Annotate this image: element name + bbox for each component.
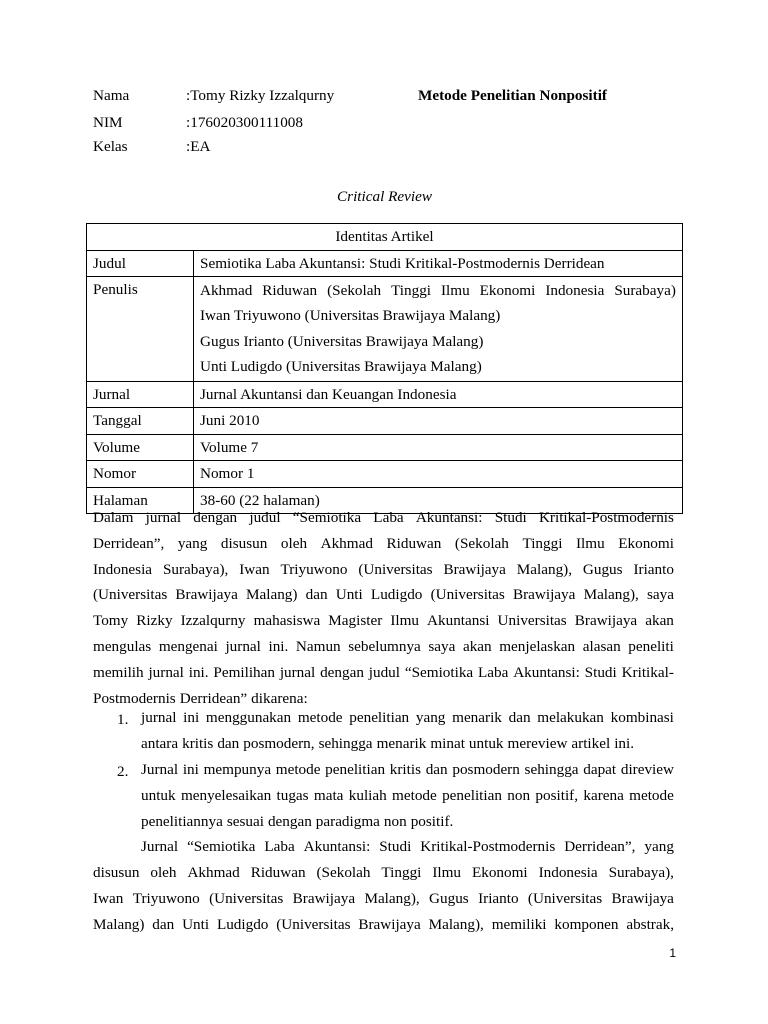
word: metode: [275, 761, 321, 778]
body-paragraph-2-first: [141, 834, 674, 860]
word: mereview: [507, 734, 568, 752]
table-caption: Identitas Artikel: [87, 224, 683, 251]
word: Jurnal: [141, 838, 179, 855]
word: mempunya: [203, 761, 272, 778]
word: (Sekolah: [316, 864, 371, 881]
word: metode: [297, 709, 343, 726]
penulis-item: Unti Ludigdo (Universitas Brawijaya Malang): [200, 358, 482, 376]
word: Riduwan: [262, 282, 318, 299]
word: sehingga: [524, 761, 579, 778]
word: menyelesaikan: [180, 786, 272, 804]
penulis-item: [200, 278, 676, 303]
word: “Semiotika: [187, 838, 256, 855]
paragraph-line: [93, 531, 674, 557]
paragraph-line: [93, 582, 674, 608]
row-label: Penulis: [87, 277, 194, 382]
word: Indonesia: [93, 560, 153, 578]
word: jurnal: [141, 709, 177, 726]
word: untuk: [468, 734, 504, 752]
list-item-2: [141, 757, 674, 834]
body-paragraph-1: [93, 505, 674, 711]
word: oleh: [150, 864, 177, 881]
row-label: Halaman: [87, 487, 194, 514]
word: antara: [141, 734, 179, 752]
word: Ilmu: [576, 534, 605, 552]
penulis-item: Gugus Irianto (Universitas Brawijaya Malang): [200, 332, 484, 350]
word: peneliti: [628, 637, 674, 655]
word: mengenai: [158, 637, 218, 655]
row-label: Judul: [87, 250, 194, 277]
word: Postmodernis: [93, 689, 176, 707]
word: judul: [249, 509, 281, 526]
word: kombinasi: [610, 709, 674, 726]
word: Namun: [295, 637, 341, 655]
word: Iwan: [93, 889, 124, 907]
word: Akhmad: [200, 282, 253, 299]
word: (Universitas: [358, 560, 433, 578]
word: Brawijaya: [443, 560, 506, 578]
word: dikarena:: [251, 689, 308, 707]
word: mata: [313, 786, 344, 804]
word: akan: [462, 637, 492, 655]
course-title: Metode Penelitian Nonpositif: [418, 87, 607, 104]
paragraph-line: [93, 886, 674, 912]
word: Unti: [335, 586, 363, 604]
word: dan: [305, 586, 328, 604]
word: Studi: [584, 663, 617, 681]
word: saya: [646, 586, 674, 604]
word: “Semiotika: [404, 663, 474, 681]
word: Triyuwono: [132, 889, 200, 907]
word: dan: [152, 915, 175, 933]
word: dengan: [193, 509, 238, 526]
word: Iwan: [239, 560, 270, 578]
word: memiliki: [491, 915, 547, 933]
word: “Semiotika: [292, 509, 362, 526]
paragraph-line: [141, 731, 674, 757]
word: Ilmu: [390, 612, 419, 630]
word: Magister: [328, 612, 383, 630]
word: Kritikal-Postmodernis: [420, 838, 556, 855]
word: Malang): [93, 915, 145, 933]
word: sebelumnya: [348, 637, 421, 655]
word: (Universitas: [527, 889, 603, 907]
word: Dalam: [93, 509, 134, 526]
word: Jurnal: [141, 761, 179, 778]
paragraph-line: [93, 557, 674, 583]
word: Akhmad: [320, 534, 373, 552]
nama-label: Nama: [93, 87, 130, 104]
word: non: [383, 812, 407, 830]
word: Ilmu: [432, 864, 462, 881]
word: Studi: [494, 509, 527, 526]
row-value: Semiotika Laba Akuntansi: Studi Kritikal-Postmodernis Derridean: [194, 250, 683, 277]
body-paragraph-2: [93, 860, 674, 937]
word: Indonesia: [545, 282, 605, 299]
word: (Sekolah: [454, 534, 509, 552]
word: melakukan: [537, 709, 604, 726]
word: menjelaskan: [499, 637, 576, 655]
word: Rizky: [136, 612, 173, 630]
word: dengan: [267, 812, 312, 830]
word: Surabaya),: [608, 864, 674, 881]
word: Surabaya),: [162, 560, 229, 578]
word: (Universitas: [209, 889, 284, 907]
word: Brawijaya: [512, 586, 576, 604]
word: Malang),: [364, 889, 420, 907]
word: Malang),: [583, 586, 639, 604]
word: positif.: [410, 812, 454, 830]
word: menarik: [452, 709, 502, 726]
word: Laba: [478, 663, 509, 681]
word: Akuntansi: [427, 612, 490, 630]
word: kritis: [182, 734, 214, 752]
page-number: 1: [669, 946, 676, 960]
word: posmodern,: [243, 734, 315, 752]
word: Kritikal-: [621, 663, 674, 681]
word: jurnal: [145, 509, 182, 526]
word: untuk: [141, 786, 176, 804]
word: judul: [368, 663, 400, 681]
word: penelitiannya: [141, 812, 223, 830]
word: dapat: [583, 761, 617, 778]
penulis-list: [194, 277, 683, 382]
paragraph-line: [93, 912, 674, 938]
row-value: Juni 2010: [194, 408, 683, 435]
nama-value: :Tomy Rizky Izzalqurny: [186, 87, 335, 104]
word: ini.: [188, 663, 209, 681]
word: jurnal: [225, 637, 261, 655]
word: kuliah: [348, 786, 387, 804]
penulis-item: Iwan Triyuwono (Universitas Brawijaya Malang): [200, 307, 501, 325]
word: yang: [644, 838, 674, 855]
word: memilih: [93, 663, 144, 681]
table-row: [87, 461, 683, 488]
paragraph-line: [141, 757, 674, 783]
word: Riduwan: [250, 864, 306, 881]
word: Brawijaya: [175, 586, 238, 604]
word: Malang): [246, 586, 298, 604]
word: Laba: [264, 838, 295, 855]
word: Gugus: [582, 560, 623, 578]
word: dengan: [320, 663, 364, 681]
word: yang: [415, 709, 446, 726]
word: akan: [645, 612, 674, 630]
word: paradigma: [315, 812, 380, 830]
word: kritis: [389, 761, 421, 778]
word: karena: [583, 786, 624, 804]
word: penelitian: [442, 786, 502, 804]
paragraph-line: [93, 608, 674, 634]
paragraph-line: [141, 809, 674, 835]
word: Derridean”: [179, 689, 248, 707]
word: metode: [392, 786, 437, 804]
row-label: Nomor: [87, 461, 194, 488]
word: (Sekolah: [327, 282, 382, 299]
table-row: [87, 408, 683, 435]
word: Ekonomi: [479, 282, 536, 299]
word: Ludigdo: [370, 586, 423, 604]
paragraph-line: [141, 783, 674, 809]
word: Ilmu: [441, 282, 470, 299]
word: Derridean”,: [564, 838, 636, 855]
word: Akuntansi:: [513, 663, 580, 681]
table-row: [87, 434, 683, 461]
word: Derridean”,: [93, 534, 165, 552]
row-label: Volume: [87, 434, 194, 461]
table-row-penulis: [87, 277, 683, 382]
word: Brawijaya: [611, 889, 674, 907]
word: Malang),: [516, 560, 573, 578]
word: Brawijaya: [358, 915, 421, 933]
word: Indonesia: [538, 864, 598, 881]
word: Malang),: [428, 915, 484, 933]
word: ini.: [614, 734, 635, 752]
word: Ludigdo: [216, 915, 269, 933]
word: mahasiswa: [253, 612, 321, 630]
word: sehingga: [318, 734, 373, 752]
word: yang: [177, 534, 208, 552]
word: Gugus: [429, 889, 469, 907]
word: (Universitas: [430, 586, 505, 604]
table-row: [87, 250, 683, 277]
list-number: 1.: [117, 711, 129, 728]
word: disusun: [220, 534, 268, 552]
list-item-1: [141, 705, 674, 757]
word: Brawijaya: [574, 612, 638, 630]
identitas-artikel-table: [86, 223, 683, 514]
word: Irianto: [633, 560, 674, 578]
kelas-value: :EA: [186, 138, 211, 155]
word: Akuntansi:: [303, 838, 371, 855]
word: Kritikal-Postmodernis: [538, 509, 674, 526]
word: direview: [620, 761, 674, 778]
word: Akhmad: [187, 864, 240, 881]
list-number: 2.: [117, 763, 129, 780]
table-row: [87, 381, 683, 408]
word: non: [507, 786, 531, 804]
row-label: Tanggal: [87, 408, 194, 435]
word: jurnal: [279, 663, 316, 681]
word: Ekonomi: [471, 864, 528, 881]
word: Brawijaya: [292, 889, 356, 907]
word: penelitian: [349, 709, 410, 726]
word: Ekonomi: [618, 534, 674, 552]
word: Tinggi: [522, 534, 563, 552]
word: Riduwan: [386, 534, 442, 552]
nim-label: NIM: [93, 114, 123, 131]
word: (Universitas: [276, 915, 351, 933]
word: jurnal: [148, 663, 184, 681]
row-label: Jurnal: [87, 381, 194, 408]
word: saya: [428, 637, 456, 655]
word: Surabaya): [614, 282, 676, 299]
word: minat: [430, 734, 465, 752]
word: alasan: [582, 637, 621, 655]
word: posmodern: [452, 761, 520, 778]
row-value: 38-60 (22 halaman): [194, 487, 683, 514]
paragraph-line: [141, 834, 674, 860]
word: ini: [182, 761, 199, 778]
kelas-label: Kelas: [93, 138, 128, 155]
word: Studi: [379, 838, 412, 855]
paragraph-line: [93, 634, 674, 660]
table-caption-row: [87, 224, 683, 251]
word: komponen: [554, 915, 619, 933]
word: abstrak,: [626, 915, 674, 933]
word: dan: [425, 761, 448, 778]
review-title: Critical Review: [337, 188, 432, 205]
word: (Universitas: [93, 586, 168, 604]
paragraph-line: [141, 705, 674, 731]
word: Tinggi: [381, 864, 422, 881]
word: Tinggi: [391, 282, 432, 299]
word: artikel: [571, 734, 611, 752]
word: oleh: [280, 534, 308, 552]
row-value: Nomor 1: [194, 461, 683, 488]
word: Universitas: [497, 612, 567, 630]
word: disusun: [93, 864, 140, 881]
word: Irianto: [478, 889, 519, 907]
word: sesuai: [226, 812, 264, 830]
word: Pemilihan: [213, 663, 275, 681]
word: Unti: [182, 915, 210, 933]
word: metode: [629, 786, 674, 804]
paragraph-line: [93, 860, 674, 886]
word: dan: [508, 709, 531, 726]
word: Triyuwono: [280, 560, 348, 578]
word: menarik: [376, 734, 427, 752]
row-value: Volume 7: [194, 434, 683, 461]
paragraph-line: [93, 660, 674, 686]
word: Tomy: [93, 612, 129, 630]
word: mengulas: [93, 637, 152, 655]
word: ini.: [268, 637, 289, 655]
row-value: Jurnal Akuntansi dan Keuangan Indonesia: [194, 381, 683, 408]
word: ini: [183, 709, 200, 726]
word: Laba: [373, 509, 404, 526]
paragraph-line: [93, 505, 674, 531]
word: menggunakan: [205, 709, 292, 726]
nim-value: :176020300111008: [186, 114, 303, 131]
word: Akuntansi:: [415, 509, 483, 526]
word: dan: [217, 734, 240, 752]
word: positif,: [535, 786, 579, 804]
word: Izzalqurny: [180, 612, 246, 630]
word: penelitian: [325, 761, 386, 778]
word: tugas: [276, 786, 309, 804]
